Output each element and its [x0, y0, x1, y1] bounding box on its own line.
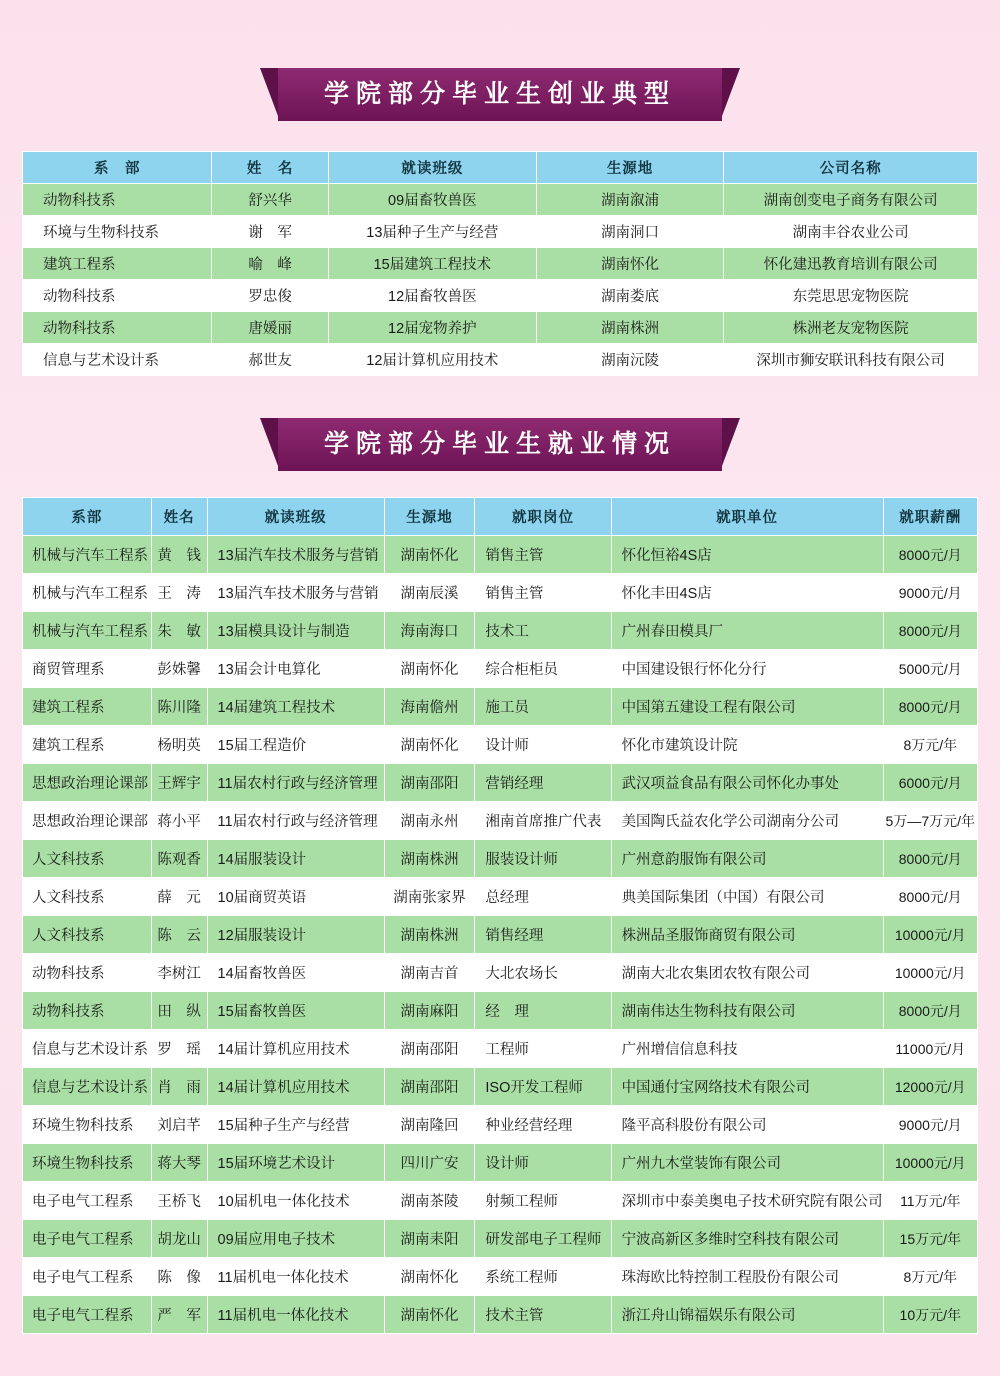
table-row [23, 248, 978, 280]
cell-department: 环境生物科技系 [23, 1106, 152, 1144]
cell-class: 11届农村行政与经济管理 [207, 764, 384, 802]
cell-salary: 9000元/月 [883, 1106, 977, 1144]
cell-department: 动物科技系 [23, 992, 152, 1030]
top-spacer [22, 0, 978, 68]
cell-position: 销售经理 [475, 916, 611, 954]
cell-department: 动物科技系 [23, 280, 212, 312]
cell-class: 10届商贸英语 [207, 878, 384, 916]
cell-class: 14届计算机应用技术 [207, 1030, 384, 1068]
th-origin: 生源地 [536, 152, 723, 184]
cell-origin: 湖南怀化 [536, 248, 723, 280]
cell-position: 湘南首席推广代表 [475, 802, 611, 840]
cell-salary: 10万元/年 [883, 1296, 977, 1334]
cell-origin: 海南海口 [384, 612, 475, 650]
cell-origin: 湖南邵阳 [384, 1030, 475, 1068]
cell-origin: 湖南邵阳 [384, 1068, 475, 1106]
cell-name: 王 涛 [151, 574, 207, 612]
cell-origin: 湖南怀化 [384, 536, 475, 574]
cell-origin: 湖南怀化 [384, 726, 475, 764]
cell-name: 严 军 [151, 1296, 207, 1334]
table-row [23, 802, 978, 840]
table-row [23, 916, 978, 954]
cell-salary: 10000元/月 [883, 916, 977, 954]
cell-department: 建筑工程系 [23, 248, 212, 280]
th-class: 就读班级 [207, 498, 384, 536]
cell-name: 胡龙山 [151, 1220, 207, 1258]
cell-origin: 湖南洞口 [536, 216, 723, 248]
cell-salary: 10000元/月 [883, 954, 977, 992]
table-row [23, 954, 978, 992]
cell-class: 13届种子生产与经营 [328, 216, 536, 248]
banner2-gap [22, 471, 978, 497]
cell-class: 13届汽车技术服务与营销 [207, 536, 384, 574]
cell-company: 株洲老友宠物医院 [724, 312, 978, 344]
cell-department: 商贸管理系 [23, 650, 152, 688]
cell-name: 陈川隆 [151, 688, 207, 726]
table-row [23, 726, 978, 764]
cell-position: 工程师 [475, 1030, 611, 1068]
cell-class: 09届畜牧兽医 [328, 184, 536, 216]
cell-department: 环境生物科技系 [23, 1144, 152, 1182]
cell-position: 综合柜柜员 [475, 650, 611, 688]
th-employer: 就职单位 [611, 498, 883, 536]
table-header-row [23, 152, 978, 184]
cell-position: 销售主管 [475, 536, 611, 574]
cell-class: 09届应用电子技术 [207, 1220, 384, 1258]
cell-department: 电子电气工程系 [23, 1258, 152, 1296]
cell-origin: 湖南永州 [384, 802, 475, 840]
cell-origin: 湖南茶陵 [384, 1182, 475, 1220]
table-row [23, 344, 978, 376]
cell-position: 总经理 [475, 878, 611, 916]
cell-name: 刘启芊 [151, 1106, 207, 1144]
cell-class: 13届模具设计与制造 [207, 612, 384, 650]
cell-department: 信息与艺术设计系 [23, 344, 212, 376]
cell-class: 13届会计电算化 [207, 650, 384, 688]
cell-employer: 广州九木堂装饰有限公司 [611, 1144, 883, 1182]
table-row [23, 992, 978, 1030]
table-row [23, 1258, 978, 1296]
table-row [23, 536, 978, 574]
cell-name: 舒兴华 [212, 184, 328, 216]
cell-employer: 怀化丰田4S店 [611, 574, 883, 612]
cell-name: 杨明英 [151, 726, 207, 764]
cell-position: 射频工程师 [475, 1182, 611, 1220]
cell-salary: 15万元/年 [883, 1220, 977, 1258]
cell-department: 电子电气工程系 [23, 1296, 152, 1334]
table-row [23, 650, 978, 688]
cell-employer: 湖南伟达生物科技有限公司 [611, 992, 883, 1030]
cell-class: 12届畜牧兽医 [328, 280, 536, 312]
cell-department: 电子电气工程系 [23, 1220, 152, 1258]
table-row [23, 1106, 978, 1144]
cell-employer: 广州春田模具厂 [611, 612, 883, 650]
cell-position: 施工员 [475, 688, 611, 726]
cell-origin: 湖南邵阳 [384, 764, 475, 802]
cell-employer: 怀化恒裕4S店 [611, 536, 883, 574]
cell-class: 11届农村行政与经济管理 [207, 802, 384, 840]
cell-class: 15届环境艺术设计 [207, 1144, 384, 1182]
cell-origin: 海南儋州 [384, 688, 475, 726]
table-row [23, 280, 978, 312]
cell-name: 罗忠俊 [212, 280, 328, 312]
cell-company: 湖南丰谷农业公司 [724, 216, 978, 248]
table-row [23, 1144, 978, 1182]
cell-class: 12届服装设计 [207, 916, 384, 954]
th-position: 就职岗位 [475, 498, 611, 536]
cell-salary: 8000元/月 [883, 612, 977, 650]
th-salary: 就职薪酬 [883, 498, 977, 536]
table-row [23, 312, 978, 344]
cell-employer: 怀化市建筑设计院 [611, 726, 883, 764]
cell-salary: 11万元/年 [883, 1182, 977, 1220]
cell-position: 技术主管 [475, 1296, 611, 1334]
cell-position: 技术工 [475, 612, 611, 650]
cell-employer: 隆平高科股份有限公司 [611, 1106, 883, 1144]
cell-company: 怀化建迅教育培训有限公司 [724, 248, 978, 280]
cell-salary: 8000元/月 [883, 536, 977, 574]
cell-name: 黄 钱 [151, 536, 207, 574]
cell-employer: 典美国际集团（中国）有限公司 [611, 878, 883, 916]
employment-table [22, 497, 978, 1334]
cell-class: 15届工程造价 [207, 726, 384, 764]
cell-salary: 5万—7万元/年 [883, 802, 977, 840]
cell-position: 营销经理 [475, 764, 611, 802]
table-row [23, 1296, 978, 1334]
cell-position: 系统工程师 [475, 1258, 611, 1296]
cell-class: 15届畜牧兽医 [207, 992, 384, 1030]
cell-name: 罗 瑶 [151, 1030, 207, 1068]
cell-department: 信息与艺术设计系 [23, 1068, 152, 1106]
cell-origin: 湖南株洲 [384, 916, 475, 954]
cell-salary: 8000元/月 [883, 992, 977, 1030]
cell-origin: 湖南怀化 [384, 1258, 475, 1296]
cell-salary: 8000元/月 [883, 688, 977, 726]
cell-class: 14届畜牧兽医 [207, 954, 384, 992]
cell-name: 谢 军 [212, 216, 328, 248]
table-row [23, 1030, 978, 1068]
cell-class: 11届机电一体化技术 [207, 1296, 384, 1334]
section1-banner-wrap [22, 68, 978, 121]
cell-department: 思想政治理论课部 [23, 764, 152, 802]
cell-origin: 湖南株洲 [536, 312, 723, 344]
cell-position: 设计师 [475, 726, 611, 764]
th-name: 姓名 [151, 498, 207, 536]
cell-salary: 5000元/月 [883, 650, 977, 688]
cell-origin: 湖南辰溪 [384, 574, 475, 612]
section-gap [22, 376, 978, 418]
cell-name: 田 纵 [151, 992, 207, 1030]
cell-department: 信息与艺术设计系 [23, 1030, 152, 1068]
cell-salary: 12000元/月 [883, 1068, 977, 1106]
table-row [23, 878, 978, 916]
cell-department: 机械与汽车工程系 [23, 536, 152, 574]
th-company: 公司名称 [724, 152, 978, 184]
cell-salary: 10000元/月 [883, 1144, 977, 1182]
cell-department: 动物科技系 [23, 312, 212, 344]
cell-origin: 湖南张家界 [384, 878, 475, 916]
cell-department: 人文科技系 [23, 878, 152, 916]
cell-employer: 湖南大北农集团农牧有限公司 [611, 954, 883, 992]
cell-position: ISO开发工程师 [475, 1068, 611, 1106]
cell-name: 陈 像 [151, 1258, 207, 1296]
table-row [23, 1068, 978, 1106]
table-row [23, 574, 978, 612]
cell-department: 环境与生物科技系 [23, 216, 212, 248]
cell-department: 人文科技系 [23, 840, 152, 878]
cell-position: 种业经营经理 [475, 1106, 611, 1144]
cell-name: 郝世友 [212, 344, 328, 376]
cell-class: 13届汽车技术服务与营销 [207, 574, 384, 612]
cell-department: 动物科技系 [23, 184, 212, 216]
cell-department: 思想政治理论课部 [23, 802, 152, 840]
cell-position: 经 理 [475, 992, 611, 1030]
cell-department: 机械与汽车工程系 [23, 612, 152, 650]
table-header [23, 152, 978, 184]
cell-origin: 湖南株洲 [384, 840, 475, 878]
cell-department: 机械与汽车工程系 [23, 574, 152, 612]
cell-name: 陈观香 [151, 840, 207, 878]
cell-origin: 湖南溆浦 [536, 184, 723, 216]
cell-class: 15届建筑工程技术 [328, 248, 536, 280]
table-row [23, 840, 978, 878]
cell-salary: 8000元/月 [883, 878, 977, 916]
cell-name: 彭姝馨 [151, 650, 207, 688]
cell-origin: 湖南怀化 [384, 650, 475, 688]
cell-company: 深圳市狮安联讯科技有限公司 [724, 344, 978, 376]
cell-origin: 湖南沅陵 [536, 344, 723, 376]
banner1-gap [22, 121, 978, 151]
cell-salary: 6000元/月 [883, 764, 977, 802]
cell-origin: 湖南吉首 [384, 954, 475, 992]
cell-origin: 湖南怀化 [384, 1296, 475, 1334]
cell-class: 12届宠物养护 [328, 312, 536, 344]
table-row [23, 184, 978, 216]
cell-employer: 中国建设银行怀化分行 [611, 650, 883, 688]
cell-employer: 广州增信信息科技 [611, 1030, 883, 1068]
table-row [23, 216, 978, 248]
cell-salary: 8万元/年 [883, 726, 977, 764]
cell-company: 东莞思思宠物医院 [724, 280, 978, 312]
cell-employer: 株洲品圣服饰商贸有限公司 [611, 916, 883, 954]
section1-title: 学院部分毕业生创业典型 [278, 68, 722, 121]
cell-class: 11届机电一体化技术 [207, 1258, 384, 1296]
cell-employer: 浙江舟山锦福娱乐有限公司 [611, 1296, 883, 1334]
table-body [23, 184, 978, 376]
cell-origin: 四川广安 [384, 1144, 475, 1182]
cell-salary: 9000元/月 [883, 574, 977, 612]
cell-salary: 8000元/月 [883, 840, 977, 878]
cell-company: 湖南创变电子商务有限公司 [724, 184, 978, 216]
cell-origin: 湖南麻阳 [384, 992, 475, 1030]
cell-position: 大北农场长 [475, 954, 611, 992]
table-row [23, 764, 978, 802]
cell-origin: 湖南隆回 [384, 1106, 475, 1144]
cell-department: 建筑工程系 [23, 688, 152, 726]
cell-name: 唐媛丽 [212, 312, 328, 344]
section2-title: 学院部分毕业生就业情况 [278, 418, 722, 471]
cell-origin: 湖南娄底 [536, 280, 723, 312]
cell-employer: 中国通付宝网络技术有限公司 [611, 1068, 883, 1106]
cell-name: 蒋小平 [151, 802, 207, 840]
cell-employer: 武汉项益食品有限公司怀化办事处 [611, 764, 883, 802]
cell-name: 朱 敏 [151, 612, 207, 650]
cell-department: 电子电气工程系 [23, 1182, 152, 1220]
cell-department: 建筑工程系 [23, 726, 152, 764]
cell-name: 陈 云 [151, 916, 207, 954]
cell-employer: 珠海欧比特控制工程股份有限公司 [611, 1258, 883, 1296]
cell-name: 蒋大琴 [151, 1144, 207, 1182]
cell-class: 14届计算机应用技术 [207, 1068, 384, 1106]
table-header [23, 498, 978, 536]
cell-department: 动物科技系 [23, 954, 152, 992]
table-row [23, 688, 978, 726]
cell-employer: 广州意韵服饰有限公司 [611, 840, 883, 878]
th-name: 姓 名 [212, 152, 328, 184]
table-header-row [23, 498, 978, 536]
cell-name: 肖 雨 [151, 1068, 207, 1106]
cell-salary: 8万元/年 [883, 1258, 977, 1296]
cell-class: 15届种子生产与经营 [207, 1106, 384, 1144]
cell-name: 王辉宇 [151, 764, 207, 802]
cell-name: 喻 峰 [212, 248, 328, 280]
table-body [23, 536, 978, 1334]
cell-employer: 宁波高新区多维时空科技有限公司 [611, 1220, 883, 1258]
cell-origin: 湖南耒阳 [384, 1220, 475, 1258]
table-row [23, 1182, 978, 1220]
cell-position: 设计师 [475, 1144, 611, 1182]
cell-employer: 中国第五建设工程有限公司 [611, 688, 883, 726]
section2-banner-wrap [22, 418, 978, 471]
cell-class: 10届机电一体化技术 [207, 1182, 384, 1220]
th-department: 系 部 [23, 152, 212, 184]
table-row [23, 1220, 978, 1258]
cell-name: 王桥飞 [151, 1182, 207, 1220]
cell-class: 12届计算机应用技术 [328, 344, 536, 376]
th-class: 就读班级 [328, 152, 536, 184]
cell-position: 研发部电子工程师 [475, 1220, 611, 1258]
cell-name: 李树江 [151, 954, 207, 992]
th-department: 系部 [23, 498, 152, 536]
cell-name: 薛 元 [151, 878, 207, 916]
cell-class: 14届建筑工程技术 [207, 688, 384, 726]
th-origin: 生源地 [384, 498, 475, 536]
cell-position: 服装设计师 [475, 840, 611, 878]
cell-department: 人文科技系 [23, 916, 152, 954]
cell-class: 14届服装设计 [207, 840, 384, 878]
table-row [23, 612, 978, 650]
typical-entrepreneurs-table [22, 151, 978, 376]
cell-salary: 11000元/月 [883, 1030, 977, 1068]
cell-employer: 美国陶氏益农化学公司湖南分公司 [611, 802, 883, 840]
cell-employer: 深圳市中泰美奥电子技术研究院有限公司 [611, 1182, 883, 1220]
cell-position: 销售主管 [475, 574, 611, 612]
